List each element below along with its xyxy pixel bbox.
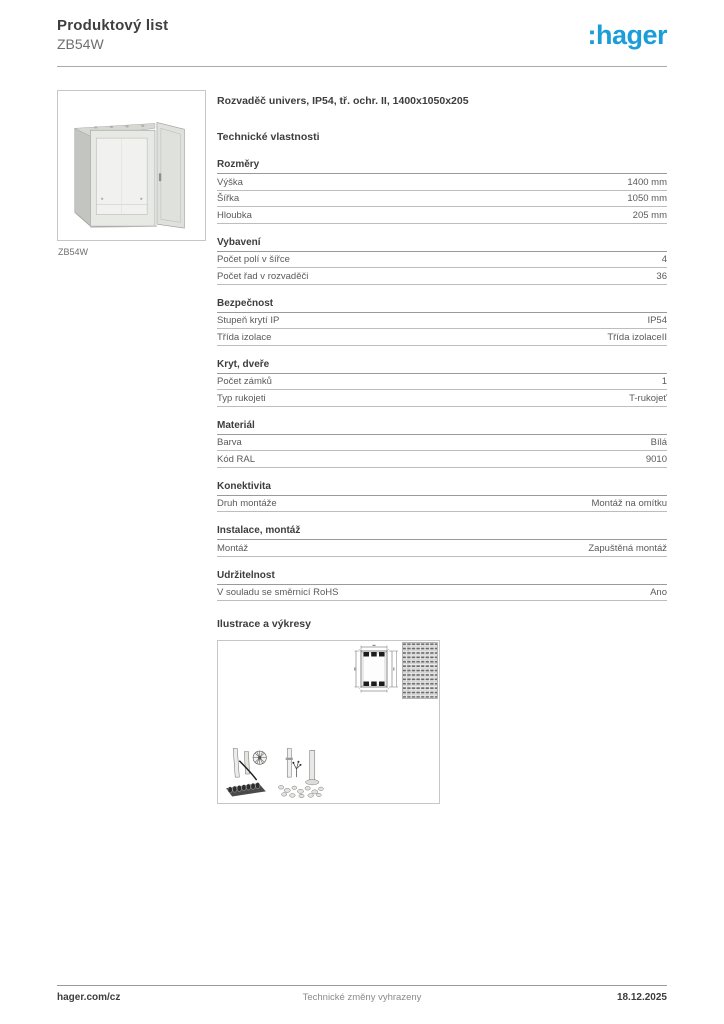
page-title: Produktový list (57, 17, 169, 34)
illustrations-heading: Ilustrace a výkresy (217, 618, 311, 630)
spec-row (217, 585, 667, 602)
spec-label: Výška (217, 176, 243, 188)
spec-value: 36 (656, 270, 667, 282)
spec-section-title: Rozměry (217, 159, 667, 174)
spec-section-title: Udržitelnost (217, 570, 667, 585)
spec-section-title: Materiál (217, 420, 667, 435)
spec-value: 1050 mm (627, 193, 667, 204)
spec-section-title: Vybavení (217, 237, 667, 252)
spec-section-vybaveni (217, 237, 667, 285)
spec-row (217, 435, 667, 452)
spec-section-rozmery (217, 159, 667, 224)
spec-label: Typ rukojeti (217, 392, 266, 404)
spec-value: Zapuštěná montáž (588, 542, 667, 554)
spec-value: T-rukojeť (629, 392, 667, 404)
footer-date: 18.12.2025 (616, 992, 667, 1003)
spec-section-udrzitelnost (217, 570, 667, 602)
header (57, 17, 168, 52)
spec-label: Barva (217, 437, 242, 448)
spec-label: Kód RAL (217, 453, 256, 465)
product-image (57, 90, 206, 241)
spec-label: Stupeň krytí IP (217, 315, 280, 326)
spec-section-instalace (217, 525, 667, 557)
spec-value: 9010 (645, 453, 667, 465)
footer (57, 992, 667, 1003)
spec-value: 1 (661, 376, 667, 387)
spec-row (217, 313, 667, 330)
spec-row (217, 451, 667, 468)
spec-value: Montáž na omítku (591, 498, 667, 509)
illustrations-panel (217, 640, 440, 804)
dimension-drawing (351, 642, 401, 699)
enclosure-photo-illustration (63, 96, 200, 235)
product-image-caption: ZB54W (58, 247, 89, 257)
spec-section-kryt-dvere (217, 359, 667, 407)
spec-value: 4 (661, 254, 667, 265)
spec-row (217, 329, 667, 346)
install-sketch-1 (226, 749, 266, 797)
specs-heading: Technické vlastnosti (217, 131, 320, 143)
spec-row (217, 252, 667, 269)
spec-label: Počet polí v šířce (217, 254, 290, 265)
dimension-table (402, 642, 438, 699)
product-code: ZB54W (57, 36, 104, 52)
spec-section-konektivita (217, 481, 667, 513)
spec-row (217, 390, 667, 407)
spec-value: Bílá (650, 437, 667, 448)
spec-value: IP54 (647, 315, 667, 326)
spec-row (217, 174, 667, 191)
footer-notice: Technické změny vyhrazeny (302, 992, 422, 1003)
spec-label: Třída izolace (217, 331, 272, 343)
spec-label: Hloubka (217, 209, 252, 221)
spec-label: Druh montáže (217, 498, 277, 509)
spec-label: Počet řad v rozvaděči (217, 270, 309, 282)
spec-section-title: Bezpečnost (217, 298, 667, 313)
spec-section-bezpecnost (217, 298, 667, 346)
spec-row (217, 207, 667, 224)
hager-logo: :hager (587, 20, 667, 50)
installation-sketches (224, 746, 326, 800)
spec-label: Montáž (217, 542, 249, 554)
header-divider (57, 66, 667, 67)
main-content (217, 95, 667, 804)
spec-row (217, 268, 667, 285)
footer-website-link[interactable]: hager.com/cz (57, 992, 121, 1003)
spec-label: V souladu se směrnicí RoHS (217, 587, 339, 598)
footer-divider (57, 985, 667, 986)
spec-row (217, 496, 667, 513)
spec-value: Ano (650, 587, 667, 598)
spec-label: Počet zámků (217, 376, 272, 387)
install-sketch-2 (278, 749, 323, 798)
spec-label: Šířka (217, 193, 240, 204)
spec-row (217, 374, 667, 391)
spec-section-title: Konektivita (217, 481, 667, 496)
spec-row (217, 540, 667, 557)
spec-value: 205 mm (632, 209, 667, 221)
spec-section-title: Instalace, montáž (217, 525, 667, 540)
product-title: Rozvaděč univers, IP54, tř. ochr. II, 1400x1050x205 (217, 95, 469, 107)
spec-row (217, 191, 667, 208)
spec-section-material (217, 420, 667, 468)
spec-section-title: Kryt, dveře (217, 359, 667, 374)
spec-value: Třída izolaceII (607, 331, 667, 343)
spec-value: 1400 mm (627, 176, 667, 188)
